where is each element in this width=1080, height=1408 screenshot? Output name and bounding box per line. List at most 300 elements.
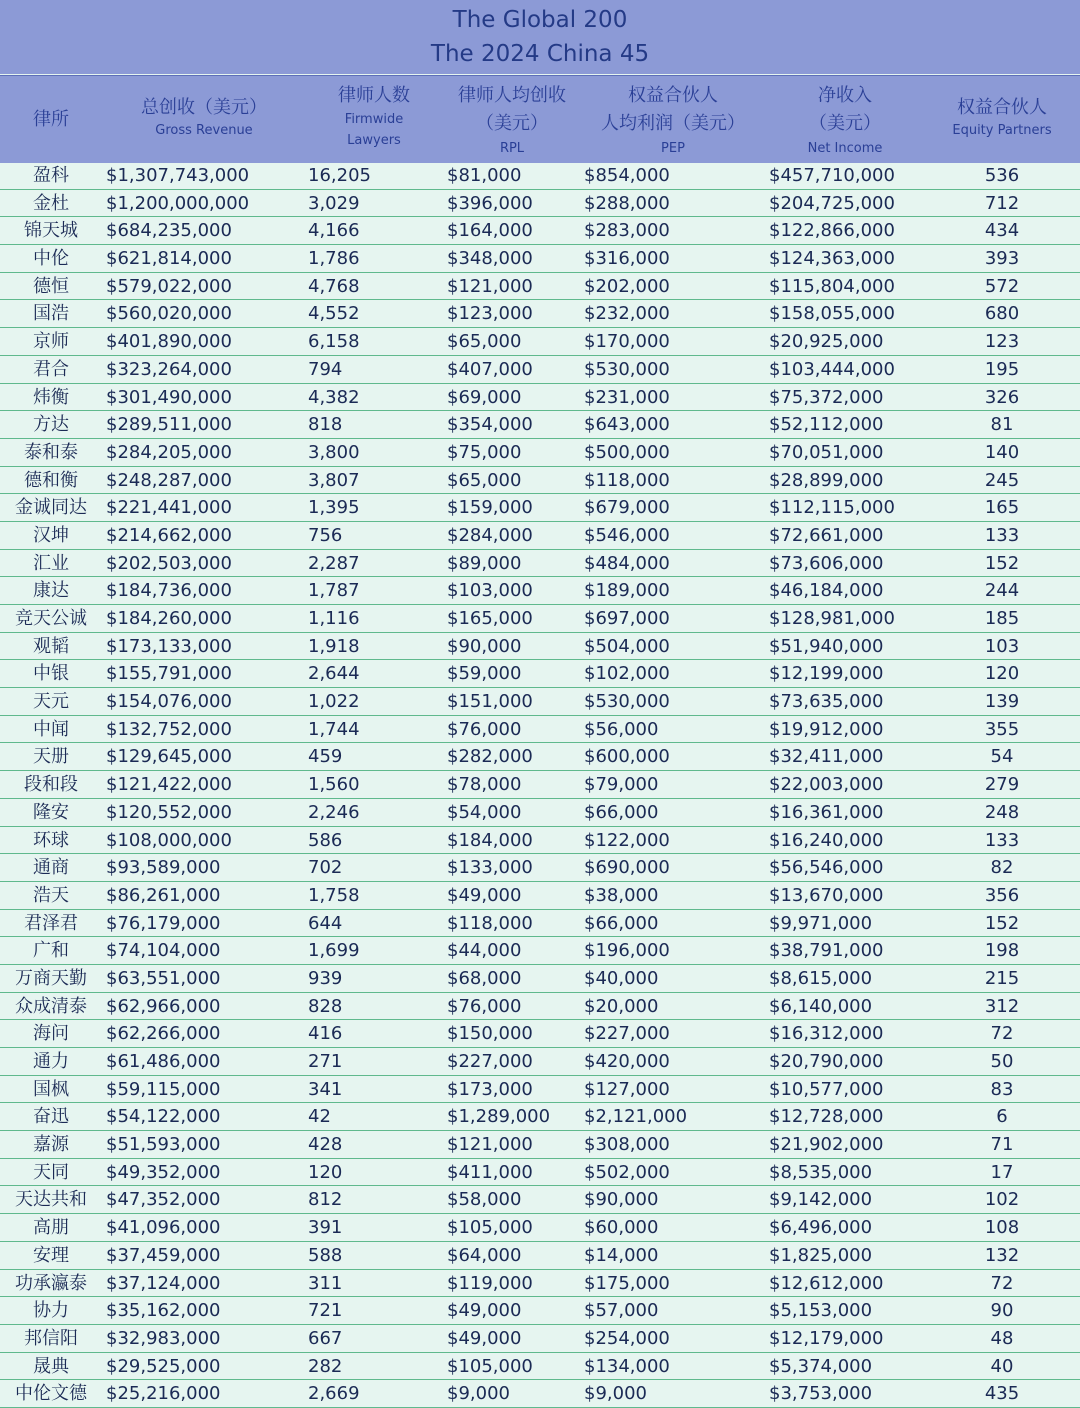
cell-pep: $679,000	[584, 497, 670, 519]
cell-rpl: $354,000	[447, 414, 533, 436]
cell-gross-revenue: $221,441,000	[106, 497, 232, 519]
cell-lawyers: 588	[308, 1244, 343, 1266]
cell-lawyers: 6,158	[308, 331, 360, 353]
cell-equity-partners: 72	[990, 1272, 1014, 1294]
cell-net-income: $20,925,000	[769, 331, 884, 353]
table-row	[0, 854, 1080, 882]
cell-pep: $90,000	[584, 1189, 659, 1211]
cell-net-income: $115,804,000	[769, 275, 895, 297]
cell-pep: $316,000	[584, 248, 670, 270]
cell-net-income: $10,577,000	[769, 1078, 884, 1100]
table-row	[0, 522, 1080, 550]
cell-rpl: $105,000	[447, 1355, 533, 1377]
cell-equity-partners: 152	[984, 912, 1020, 934]
cell-gross-revenue: $93,589,000	[106, 857, 221, 879]
cell-rpl: $49,000	[447, 1327, 522, 1349]
cell-equity-partners: 120	[984, 663, 1020, 685]
cell-pep: $60,000	[584, 1217, 659, 1239]
cell-gross-revenue: $41,096,000	[106, 1217, 221, 1239]
cell-lawyers: 702	[308, 857, 343, 879]
cell-lawyers: 812	[308, 1189, 343, 1211]
cell-pep: $2,121,000	[584, 1106, 688, 1128]
cell-equity-partners: 572	[984, 275, 1020, 297]
cell-firm-name: 通力	[33, 1051, 69, 1072]
cell-net-income: $51,940,000	[769, 635, 884, 657]
cell-equity-partners: 536	[984, 165, 1020, 186]
cell-equity-partners: 279	[984, 774, 1020, 796]
cell-net-income: $32,411,000	[769, 746, 884, 768]
cell-firm-name: 德和衡	[24, 469, 78, 491]
header-rpl: 律师人均创收 （美元） RPL	[458, 85, 566, 156]
cell-lawyers: 416	[308, 1023, 343, 1045]
cell-net-income: $73,606,000	[769, 552, 884, 574]
cell-firm-name: 国浩	[33, 303, 69, 325]
cell-net-income: $75,372,000	[769, 386, 884, 408]
cell-pep: $530,000	[584, 691, 670, 713]
cell-pep: $546,000	[584, 524, 670, 546]
table-row	[0, 910, 1080, 938]
cell-equity-partners: 245	[984, 469, 1020, 491]
header-net-income: 净收入 （美元） Net Income	[807, 85, 883, 156]
cell-firm-name: 盈科	[33, 165, 69, 186]
cell-rpl: $121,000	[447, 275, 533, 297]
cell-gross-revenue: $54,122,000	[106, 1106, 221, 1128]
cell-pep: $134,000	[584, 1355, 670, 1377]
table-row	[0, 660, 1080, 688]
cell-gross-revenue: $35,162,000	[106, 1300, 221, 1322]
cell-lawyers: 271	[308, 1051, 343, 1072]
cell-firm-name: 通商	[33, 857, 69, 879]
cell-rpl: $133,000	[447, 857, 533, 879]
cell-gross-revenue: $173,133,000	[106, 635, 232, 657]
cell-pep: $122,000	[584, 829, 670, 851]
cell-firm-name: 安理	[33, 1244, 69, 1266]
cell-firm-name: 康达	[33, 580, 69, 602]
cell-lawyers: 2,644	[308, 663, 360, 685]
cell-lawyers: 3,800	[308, 441, 360, 463]
cell-net-income: $158,055,000	[769, 303, 895, 325]
cell-pep: $20,000	[584, 995, 659, 1017]
cell-pep: $66,000	[584, 912, 659, 934]
cell-net-income: $21,902,000	[769, 1134, 884, 1156]
cell-rpl: $1,289,000	[447, 1106, 551, 1128]
cell-firm-name: 奋迅	[33, 1106, 69, 1128]
cell-net-income: $46,184,000	[769, 580, 884, 602]
table-row	[0, 494, 1080, 522]
cell-gross-revenue: $284,205,000	[106, 441, 232, 463]
cell-net-income: $3,753,000	[769, 1383, 873, 1405]
table-row	[0, 467, 1080, 495]
cell-equity-partners: 50	[990, 1051, 1014, 1072]
cell-rpl: $65,000	[447, 331, 522, 353]
cell-net-income: $12,728,000	[769, 1106, 884, 1128]
cell-equity-partners: 81	[990, 414, 1014, 436]
cell-pep: $232,000	[584, 303, 670, 325]
cell-rpl: $103,000	[447, 580, 533, 602]
cell-gross-revenue: $74,104,000	[106, 940, 221, 962]
table-row	[0, 605, 1080, 633]
cell-lawyers: 459	[308, 746, 343, 768]
cell-equity-partners: 17	[990, 1161, 1014, 1183]
cell-rpl: $49,000	[447, 884, 522, 906]
cell-net-income: $128,981,000	[769, 608, 895, 629]
cell-gross-revenue: $184,260,000	[106, 608, 232, 629]
cell-pep: $530,000	[584, 358, 670, 380]
cell-rpl: $282,000	[447, 746, 533, 768]
cell-lawyers: 120	[308, 1161, 343, 1183]
cell-rpl: $173,000	[447, 1078, 533, 1100]
cell-equity-partners: 215	[984, 967, 1020, 989]
table-row	[0, 827, 1080, 855]
header-firm: 律所	[33, 109, 69, 130]
cell-equity-partners: 165	[984, 497, 1020, 519]
cell-equity-partners: 680	[984, 303, 1020, 325]
cell-net-income: $22,003,000	[769, 774, 884, 796]
cell-lawyers: 828	[308, 995, 343, 1017]
cell-gross-revenue: $61,486,000	[106, 1051, 221, 1072]
cell-equity-partners: 90	[990, 1300, 1014, 1322]
cell-lawyers: 3,029	[308, 192, 360, 214]
cell-firm-name: 协力	[33, 1300, 69, 1322]
cell-rpl: $68,000	[447, 967, 522, 989]
cell-pep: $690,000	[584, 857, 670, 879]
cell-lawyers: 721	[308, 1300, 343, 1322]
cell-equity-partners: 152	[984, 552, 1020, 574]
cell-firm-name: 功承瀛泰	[15, 1272, 87, 1294]
cell-lawyers: 1,744	[308, 718, 360, 740]
cell-firm-name: 方达	[33, 414, 69, 436]
cell-gross-revenue: $49,352,000	[106, 1161, 221, 1183]
table-row	[0, 1020, 1080, 1048]
cell-gross-revenue: $248,287,000	[106, 469, 232, 491]
cell-firm-name: 中闻	[33, 718, 69, 740]
cell-lawyers: 1,699	[308, 940, 360, 962]
cell-pep: $189,000	[584, 580, 670, 602]
table-row	[0, 1159, 1080, 1187]
cell-firm-name: 炜衡	[33, 386, 69, 408]
cell-firm-name: 金杜	[33, 192, 69, 214]
cell-pep: $420,000	[584, 1051, 670, 1072]
cell-net-income: $12,199,000	[769, 663, 884, 685]
table-row	[0, 1353, 1080, 1381]
cell-equity-partners: 82	[990, 857, 1014, 879]
cell-equity-partners: 123	[984, 331, 1020, 353]
cell-gross-revenue: $154,076,000	[106, 691, 232, 713]
cell-net-income: $6,140,000	[769, 995, 873, 1017]
cell-firm-name: 万商天勤	[15, 967, 87, 989]
cell-pep: $254,000	[584, 1327, 670, 1349]
table-row	[0, 1186, 1080, 1214]
table-row	[0, 743, 1080, 771]
cell-pep: $40,000	[584, 967, 659, 989]
cell-rpl: $64,000	[447, 1244, 522, 1266]
cell-lawyers: 1,786	[308, 248, 360, 270]
cell-gross-revenue: $59,115,000	[106, 1078, 221, 1100]
cell-equity-partners: 40	[990, 1355, 1014, 1377]
cell-firm-name: 锦天城	[24, 220, 78, 242]
cell-firm-name: 海问	[33, 1023, 69, 1045]
cell-equity-partners: 244	[984, 580, 1020, 602]
table-row	[0, 439, 1080, 467]
cell-net-income: $5,153,000	[769, 1300, 873, 1322]
cell-firm-name: 隆安	[33, 801, 69, 823]
cell-gross-revenue: $108,000,000	[106, 829, 232, 851]
cell-rpl: $81,000	[447, 165, 522, 186]
table-row	[0, 993, 1080, 1021]
header-equity-partners: 权益合伙人 Equity Partners	[952, 97, 1052, 138]
cell-lawyers: 42	[308, 1106, 331, 1128]
cell-pep: $196,000	[584, 940, 670, 962]
cell-firm-name: 国枫	[33, 1078, 69, 1100]
cell-firm-name: 天达共和	[15, 1189, 87, 1211]
table-row	[0, 577, 1080, 605]
table-row	[0, 162, 1080, 190]
cell-gross-revenue: $62,966,000	[106, 995, 221, 1017]
cell-pep: $118,000	[584, 469, 670, 491]
table-header	[0, 75, 1080, 163]
cell-pep: $231,000	[584, 386, 670, 408]
header-gross-revenue: 总创收（美元） Gross Revenue	[141, 97, 267, 138]
cell-rpl: $159,000	[447, 497, 533, 519]
cell-lawyers: 2,246	[308, 801, 360, 823]
table-row	[0, 1325, 1080, 1353]
cell-net-income: $122,866,000	[769, 220, 895, 242]
table-row	[0, 217, 1080, 245]
cell-rpl: $49,000	[447, 1300, 522, 1322]
cell-lawyers: 1,560	[308, 774, 360, 796]
cell-net-income: $20,790,000	[769, 1051, 884, 1072]
cell-lawyers: 1,022	[308, 691, 360, 713]
cell-gross-revenue: $401,890,000	[106, 331, 232, 353]
cell-equity-partners: 83	[990, 1078, 1014, 1100]
cell-net-income: $9,142,000	[769, 1189, 873, 1211]
cell-pep: $283,000	[584, 220, 670, 242]
cell-firm-name: 观韬	[33, 635, 69, 657]
cell-net-income: $9,971,000	[769, 912, 873, 934]
cell-net-income: $6,496,000	[769, 1217, 873, 1239]
cell-net-income: $73,635,000	[769, 691, 884, 713]
cell-firm-name: 段和段	[24, 774, 78, 796]
cell-rpl: $44,000	[447, 940, 522, 962]
cell-lawyers: 586	[308, 829, 343, 851]
cell-gross-revenue: $76,179,000	[106, 912, 221, 934]
cell-lawyers: 341	[308, 1078, 343, 1100]
cell-net-income: $16,312,000	[769, 1023, 884, 1045]
cell-firm-name: 德恒	[33, 275, 69, 297]
cell-rpl: $165,000	[447, 608, 533, 629]
cell-lawyers: 428	[308, 1134, 343, 1156]
table-row	[0, 356, 1080, 384]
cell-lawyers: 1,395	[308, 497, 360, 519]
cell-lawyers: 794	[308, 358, 343, 380]
cell-equity-partners: 133	[984, 524, 1020, 546]
cell-pep: $38,000	[584, 884, 659, 906]
cell-gross-revenue: $289,511,000	[106, 414, 232, 436]
cell-rpl: $9,000	[447, 1383, 510, 1405]
cell-firm-name: 汇业	[33, 552, 69, 574]
cell-pep: $56,000	[584, 718, 659, 740]
table-row	[0, 1214, 1080, 1242]
cell-equity-partners: 132	[984, 1244, 1020, 1266]
cell-gross-revenue: $621,814,000	[106, 248, 232, 270]
cell-pep: $9,000	[584, 1383, 647, 1405]
table-row	[0, 799, 1080, 827]
table-row	[0, 1380, 1080, 1408]
cell-firm-name: 中伦	[33, 248, 69, 270]
cell-lawyers: 16,205	[308, 165, 371, 186]
cell-rpl: $348,000	[447, 248, 533, 270]
cell-lawyers: 4,768	[308, 275, 360, 297]
cell-gross-revenue: $62,266,000	[106, 1023, 221, 1045]
cell-net-income: $457,710,000	[769, 165, 895, 186]
cell-pep: $854,000	[584, 165, 670, 186]
cell-lawyers: 1,918	[308, 635, 360, 657]
cell-rpl: $123,000	[447, 303, 533, 325]
cell-equity-partners: 195	[984, 358, 1020, 380]
cell-pep: $57,000	[584, 1300, 659, 1322]
cell-gross-revenue: $37,459,000	[106, 1244, 221, 1266]
table-row	[0, 328, 1080, 356]
cell-pep: $504,000	[584, 635, 670, 657]
table-row	[0, 688, 1080, 716]
cell-gross-revenue: $63,551,000	[106, 967, 221, 989]
cell-equity-partners: 140	[984, 441, 1020, 463]
cell-equity-partners: 103	[984, 635, 1020, 657]
cell-equity-partners: 712	[984, 192, 1020, 214]
table-row	[0, 1131, 1080, 1159]
table-row	[0, 1103, 1080, 1131]
cell-gross-revenue: $184,736,000	[106, 580, 232, 602]
cell-gross-revenue: $323,264,000	[106, 358, 232, 380]
cell-equity-partners: 6	[996, 1106, 1008, 1128]
cell-equity-partners: 54	[990, 746, 1014, 768]
cell-lawyers: 1,758	[308, 884, 360, 906]
cell-pep: $288,000	[584, 192, 670, 214]
cell-equity-partners: 108	[984, 1217, 1020, 1239]
cell-gross-revenue: $1,200,000,000	[106, 192, 250, 214]
cell-lawyers: 818	[308, 414, 343, 436]
cell-pep: $79,000	[584, 774, 659, 796]
cell-equity-partners: 198	[984, 940, 1020, 962]
cell-firm-name: 中伦文德	[15, 1383, 87, 1405]
cell-equity-partners: 435	[984, 1383, 1020, 1405]
cell-gross-revenue: $202,503,000	[106, 552, 232, 574]
cell-gross-revenue: $684,235,000	[106, 220, 232, 242]
cell-net-income: $1,825,000	[769, 1244, 873, 1266]
cell-lawyers: 2,287	[308, 552, 360, 574]
cell-lawyers: 282	[308, 1355, 343, 1377]
cell-firm-name: 浩天	[33, 884, 69, 906]
cell-gross-revenue: $47,352,000	[106, 1189, 221, 1211]
cell-lawyers: 667	[308, 1327, 343, 1349]
table-row	[0, 1242, 1080, 1270]
cell-net-income: $124,363,000	[769, 248, 895, 270]
cell-pep: $14,000	[584, 1244, 659, 1266]
title-line-2: The 2024 China 45	[430, 41, 650, 67]
cell-net-income: $8,615,000	[769, 967, 873, 989]
cell-rpl: $90,000	[447, 635, 522, 657]
title-line-1: The Global 200	[452, 7, 628, 33]
table-row	[0, 965, 1080, 993]
cell-equity-partners: 139	[984, 691, 1020, 713]
cell-equity-partners: 393	[984, 248, 1020, 270]
cell-gross-revenue: $132,752,000	[106, 718, 232, 740]
cell-firm-name: 泰和泰	[24, 441, 78, 463]
cell-equity-partners: 326	[984, 386, 1020, 408]
cell-firm-name: 众成清泰	[15, 995, 87, 1017]
cell-rpl: $119,000	[447, 1272, 533, 1294]
cell-lawyers: 311	[308, 1272, 343, 1294]
cell-rpl: $69,000	[447, 386, 522, 408]
cell-rpl: $164,000	[447, 220, 533, 242]
table-row	[0, 273, 1080, 301]
cell-equity-partners: 72	[990, 1023, 1014, 1045]
cell-equity-partners: 355	[984, 718, 1020, 740]
cell-pep: $202,000	[584, 275, 670, 297]
cell-rpl: $118,000	[447, 912, 533, 934]
cell-gross-revenue: $25,216,000	[106, 1383, 221, 1405]
table-body	[0, 162, 1080, 1408]
cell-firm-name: 君合	[33, 358, 69, 380]
cell-net-income: $70,051,000	[769, 441, 884, 463]
cell-lawyers: 3,807	[308, 469, 360, 491]
cell-equity-partners: 356	[984, 884, 1020, 906]
cell-firm-name: 晟典	[33, 1355, 69, 1377]
cell-rpl: $58,000	[447, 1189, 522, 1211]
cell-pep: $170,000	[584, 331, 670, 353]
cell-lawyers: 939	[308, 967, 343, 989]
cell-firm-name: 高朋	[33, 1217, 69, 1239]
cell-rpl: $121,000	[447, 1134, 533, 1156]
cell-rpl: $407,000	[447, 358, 533, 380]
table-row	[0, 882, 1080, 910]
table-row	[0, 771, 1080, 799]
cell-lawyers: 756	[308, 524, 343, 546]
cell-firm-name: 君泽君	[24, 912, 78, 934]
cell-pep: $484,000	[584, 552, 670, 574]
cell-firm-name: 汉坤	[33, 524, 69, 546]
cell-rpl: $284,000	[447, 524, 533, 546]
cell-firm-name: 邦信阳	[24, 1327, 78, 1349]
table-row	[0, 633, 1080, 661]
cell-pep: $697,000	[584, 608, 670, 629]
table-row	[0, 411, 1080, 439]
cell-gross-revenue: $1,307,743,000	[106, 165, 250, 186]
cell-rpl: $76,000	[447, 995, 522, 1017]
cell-firm-name: 嘉源	[33, 1134, 69, 1156]
table-title	[0, 0, 1080, 74]
cell-equity-partners: 312	[984, 995, 1020, 1017]
cell-net-income: $16,361,000	[769, 801, 884, 823]
cell-gross-revenue: $51,593,000	[106, 1134, 221, 1156]
cell-equity-partners: 133	[984, 829, 1020, 851]
cell-net-income: $8,535,000	[769, 1161, 873, 1183]
cell-lawyers: 1,787	[308, 580, 360, 602]
cell-equity-partners: 434	[984, 220, 1020, 242]
cell-rpl: $78,000	[447, 774, 522, 796]
cell-gross-revenue: $37,124,000	[106, 1272, 221, 1294]
cell-lawyers: 4,166	[308, 220, 360, 242]
header-lawyers: 律师人数 Firmwide Lawyers	[338, 85, 410, 148]
cell-rpl: $411,000	[447, 1161, 533, 1183]
cell-pep: $308,000	[584, 1134, 670, 1156]
cell-pep: $500,000	[584, 441, 670, 463]
cell-pep: $127,000	[584, 1078, 670, 1100]
cell-rpl: $151,000	[447, 691, 533, 713]
cell-net-income: $12,612,000	[769, 1272, 884, 1294]
cell-gross-revenue: $214,662,000	[106, 524, 232, 546]
cell-rpl: $150,000	[447, 1023, 533, 1045]
